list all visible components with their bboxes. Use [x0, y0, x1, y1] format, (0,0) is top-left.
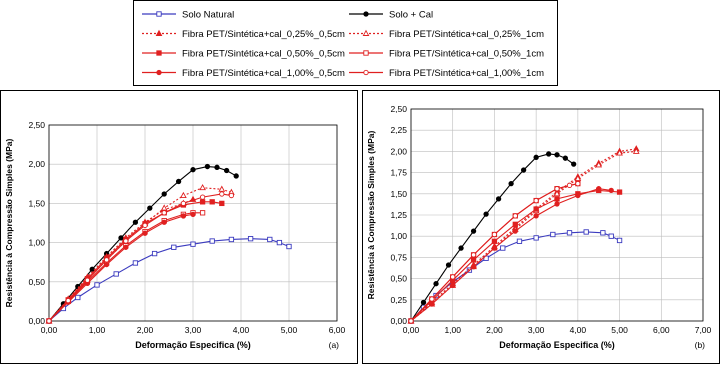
data-point [451, 275, 455, 279]
data-point [492, 239, 496, 243]
data-point [181, 193, 186, 198]
legend-marker [364, 70, 368, 74]
data-point [571, 162, 575, 166]
legend-label: Fibra PET/Sintética+cal_0,25%_0,5cm [182, 29, 345, 40]
data-point [576, 193, 580, 197]
y-axis-label: Resistência à Compressão Simples (MPa) [366, 130, 376, 300]
x-tick-label: 6,00 [653, 325, 670, 335]
x-tick-label: 3,00 [184, 325, 202, 335]
data-point [451, 283, 455, 287]
legend-label: Fibra PET/Sintética+cal_0,50%_0,5cm [182, 48, 345, 60]
x-axis-label: Deformação Especifica (%) [499, 340, 615, 350]
data-point [534, 207, 538, 211]
data-point [200, 195, 204, 199]
data-point [124, 245, 128, 249]
y-tick-label: 0,00 [28, 316, 45, 326]
data-point [224, 168, 228, 172]
chart-panel-b [362, 90, 720, 364]
x-tick-label: 1,00 [88, 325, 106, 335]
data-point [234, 174, 238, 178]
data-point [205, 164, 209, 168]
data-point [191, 212, 195, 216]
legend-label: Solo + Cal [389, 9, 434, 21]
data-point [76, 295, 80, 299]
y-tick-label: 0,00 [390, 316, 407, 326]
data-point [471, 253, 475, 257]
legend-marker [157, 12, 161, 16]
data-point [133, 220, 137, 224]
y-tick-label: 1,50 [28, 198, 45, 209]
data-point [576, 181, 580, 185]
x-tick-label: 5,00 [280, 325, 298, 335]
x-tick-label: 2,00 [486, 325, 503, 335]
data-point [220, 201, 224, 205]
series-line [411, 232, 620, 321]
y-tick-label: 2,50 [28, 120, 45, 130]
series-line [49, 188, 231, 321]
chart-b-svg [363, 91, 719, 363]
data-point [563, 156, 567, 160]
data-point [551, 232, 555, 236]
data-point [181, 201, 185, 205]
y-tick-label: 0,75 [390, 252, 407, 263]
data-point [555, 153, 559, 157]
data-point [287, 244, 291, 248]
chart-a-svg [1, 91, 357, 363]
data-point [555, 197, 559, 201]
x-tick-label: 4,00 [232, 325, 250, 335]
data-point [509, 181, 513, 185]
x-tick-label: 0,00 [40, 325, 58, 335]
data-point [210, 200, 214, 204]
data-point [143, 231, 147, 235]
chart-legend [133, 0, 558, 86]
data-point [546, 152, 550, 156]
data-point [104, 258, 108, 262]
legend-label: Solo Natural [182, 9, 235, 21]
data-point [421, 300, 425, 304]
legend-label: Fibra PET/Sintética+cal_1,00%_1cm [389, 68, 544, 79]
data-point [200, 211, 204, 215]
y-axis-label: Resistência à Compressão Simples (MPa) [4, 138, 14, 308]
data-point [104, 262, 108, 266]
y-tick-label: 1,75 [390, 167, 407, 178]
data-point [555, 187, 559, 191]
data-point [229, 193, 233, 197]
data-point [95, 283, 99, 287]
data-point [534, 236, 538, 240]
y-tick-label: 2,25 [390, 125, 407, 136]
x-axis-label: Deformação Especifica (%) [135, 340, 251, 350]
data-point [459, 246, 463, 250]
legend-marker [363, 31, 368, 36]
data-point [617, 190, 621, 194]
data-point [210, 239, 214, 243]
x-tick-label: 7,00 [694, 325, 712, 335]
data-point [200, 185, 205, 190]
data-point [567, 183, 571, 187]
data-point [229, 237, 233, 241]
data-point [191, 167, 195, 171]
data-point [567, 231, 571, 235]
data-point [162, 205, 167, 210]
panel-label: (a) [328, 340, 339, 350]
y-tick-label: 1,00 [390, 231, 407, 242]
y-tick-label: 0,50 [390, 273, 407, 284]
data-point [47, 319, 51, 323]
data-point [85, 278, 89, 282]
data-point [555, 202, 559, 206]
legend-marker [157, 70, 161, 74]
legend-label: Fibra PET/Sintética+cal_0,50%_1cm [389, 48, 544, 60]
data-point [517, 239, 521, 243]
data-point [215, 165, 219, 169]
data-point [191, 242, 195, 246]
data-point [220, 192, 224, 196]
x-tick-label: 5,00 [611, 325, 628, 335]
data-point [248, 236, 252, 240]
data-point [268, 237, 272, 241]
y-tick-label: 0,25 [390, 294, 407, 305]
data-point [114, 272, 118, 276]
legend-marker [156, 31, 161, 36]
x-tick-label: 0,00 [402, 325, 420, 335]
data-point [501, 246, 505, 250]
data-point [409, 319, 413, 323]
data-point [162, 192, 166, 196]
legend-label: Fibra PET/Sintética+cal_1,00%_0,5cm [182, 68, 345, 79]
y-tick-label: 2,00 [28, 159, 45, 170]
data-point [513, 222, 517, 226]
y-tick-label: 1,50 [390, 188, 407, 199]
data-point [513, 214, 517, 218]
data-point [496, 197, 500, 201]
data-point [162, 220, 166, 224]
data-point [521, 168, 525, 172]
y-tick-label: 2,50 [390, 104, 407, 114]
data-point [471, 229, 475, 233]
data-point [162, 211, 166, 215]
data-point [471, 258, 475, 262]
legend-marker [157, 51, 161, 55]
legend-marker [364, 12, 368, 16]
data-point [609, 234, 613, 238]
data-point [66, 298, 70, 302]
data-point [277, 240, 281, 244]
data-point [601, 231, 605, 235]
data-point [90, 267, 94, 271]
data-point [492, 246, 496, 250]
data-point [534, 214, 538, 218]
data-point [143, 223, 147, 227]
legend-label: Fibra PET/Sintética+cal_0,25%_1cm [389, 29, 544, 40]
series-line [49, 214, 193, 321]
data-point [492, 232, 496, 236]
x-tick-label: 1,00 [444, 325, 461, 335]
data-point [176, 179, 180, 183]
series-line [411, 190, 620, 321]
data-point [430, 302, 434, 306]
data-point [152, 251, 156, 255]
data-point [609, 188, 613, 192]
data-point [617, 238, 621, 242]
y-tick-label: 0,50 [28, 276, 45, 287]
y-tick-label: 1,25 [390, 210, 407, 220]
x-tick-label: 6,00 [328, 325, 346, 335]
x-tick-label: 3,00 [527, 325, 545, 335]
data-point [200, 200, 204, 204]
legend-marker [364, 51, 368, 55]
series-line [411, 189, 611, 321]
data-point [434, 281, 438, 285]
data-point [219, 186, 224, 191]
y-tick-label: 1,00 [28, 237, 45, 248]
chart-panel-a [0, 90, 358, 364]
data-point [484, 212, 488, 216]
data-point [124, 239, 128, 243]
data-point [181, 214, 185, 218]
panel-label: (b) [694, 340, 705, 350]
data-point [471, 265, 475, 269]
data-point [584, 230, 588, 234]
data-point [133, 261, 137, 265]
data-point [534, 198, 538, 202]
x-tick-label: 2,00 [136, 325, 154, 335]
data-point [119, 236, 123, 240]
data-point [513, 229, 517, 233]
series-line [49, 213, 203, 321]
y-tick-label: 2,00 [390, 146, 407, 157]
legend-svg [134, 1, 559, 87]
data-point [430, 297, 434, 301]
data-point [534, 155, 538, 159]
x-tick-label: 4,00 [569, 325, 587, 335]
data-point [172, 245, 176, 249]
data-point [446, 263, 450, 267]
data-point [597, 187, 601, 191]
data-point [148, 206, 152, 210]
